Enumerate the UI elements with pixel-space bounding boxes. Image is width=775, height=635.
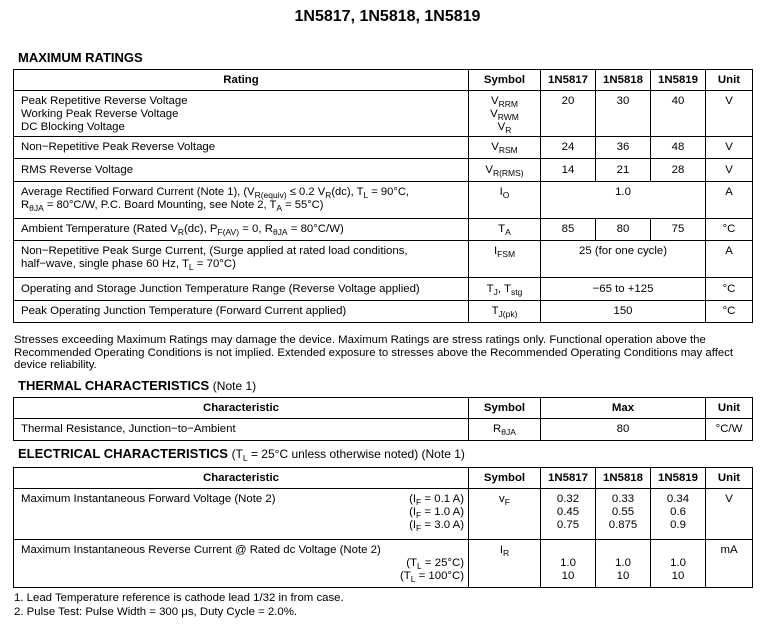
col-header-characteristic: Characteristic <box>14 468 469 489</box>
col-header-unit: Unit <box>706 468 753 489</box>
table-row <box>14 219 753 241</box>
value-1n5818: 30 <box>596 91 651 137</box>
thermal-heading-note: (Note 1) <box>212 379 257 393</box>
table-row <box>14 182 753 219</box>
rating-line: Working Peak Reverse Voltage <box>21 108 179 120</box>
symbol-ifsm: $I_{FSM}$ <box>469 241 541 278</box>
symbol-ir: $I_R$ <box>469 540 541 588</box>
unit-cell: V <box>706 91 753 137</box>
value-all: 25 (for one cycle) <box>541 241 706 278</box>
unit-cell: °C/W <box>706 419 753 441</box>
value-1n5817: 85 <box>541 219 596 241</box>
unit-cell: mA <box>706 540 753 588</box>
thermal-heading <box>18 378 256 394</box>
unit-cell: °C <box>706 301 753 323</box>
characteristic-cell <box>14 540 469 588</box>
table-row <box>14 419 753 441</box>
symbol-ta: $T_A$ <box>469 219 541 241</box>
value-1n5819: 28 <box>651 159 706 182</box>
characteristic-cell: Thermal Resistance, Junction−to−Ambient <box>14 419 469 441</box>
rating-line: DC Blocking Voltage <box>21 121 125 133</box>
col-header-rating: Rating <box>14 70 469 91</box>
rating-cell: RMS Reverse Voltage <box>14 159 469 182</box>
unit-cell: V <box>706 159 753 182</box>
value-1n5818: 36 <box>596 137 651 159</box>
max-ratings-table <box>13 69 753 323</box>
rating-cell: Average Rectified Forward Current (Note 1), ($V_{R(equiv)} \le 0.2$ $V_R(dc)$, $T_L = 90^\circ C$, $R_{\theta JA} = 80^\circ C/W$, P.C. Board Mounting, see Note 2, $T_A = 55^\circ C$) <box>14 182 469 219</box>
table-row <box>14 540 753 588</box>
col-header-characteristic: Characteristic <box>14 398 469 419</box>
unit-cell: °C <box>706 278 753 301</box>
value-1n5819: 75 <box>651 219 706 241</box>
symbol-vr: $V_R$ <box>497 121 512 135</box>
value-1n5817: 14 <box>541 159 596 182</box>
value-1n5817: 20 <box>541 91 596 137</box>
stress-note: Stresses exceeding Maximum Ratings may damage the device. Maximum Ratings are stress ratings only. Functional operation above the Recommended Operating Conditions is not implied. Extended exposure to stresses above the Recommended Operating Conditions may affect device reliability. <box>14 334 734 371</box>
unit-cell: A <box>706 182 753 219</box>
col-header-unit: Unit <box>706 70 753 91</box>
rating-cell <box>14 91 469 137</box>
col-header-1n5818: 1N5818 <box>596 468 651 489</box>
value-1n5819: 0.34 0.6 0.9 <box>651 489 706 540</box>
col-header-symbol: Symbol <box>469 70 541 91</box>
value-all: −65 to +125 <box>541 278 706 301</box>
thermal-table <box>13 397 753 441</box>
characteristic-cell <box>14 489 469 540</box>
value-all: 1.0 <box>541 182 706 219</box>
col-header-1n5818: 1N5818 <box>596 70 651 91</box>
symbol-vr-rms: $V_{R(RMS)}$ <box>469 159 541 182</box>
col-header-1n5817: 1N5817 <box>541 70 596 91</box>
value-1n5817: 0.32 0.45 0.75 <box>541 489 596 540</box>
col-header-1n5817: 1N5817 <box>541 468 596 489</box>
table-row <box>14 301 753 323</box>
symbol-vrsm: $V_{RSM}$ <box>469 137 541 159</box>
table-row <box>14 489 753 540</box>
electrical-table <box>13 467 753 588</box>
table-row <box>14 137 753 159</box>
value-1n5819: 1.0 10 <box>651 540 706 588</box>
symbol-tj-tstg: $T_J$, $T_{stg}$ <box>469 278 541 301</box>
symbol-tj-pk: $T_{J(pk)}$ <box>469 301 541 323</box>
footnote-2: 2. Pulse Test: Pulse Width = 300 μs, Duty Cycle = 2.0%. <box>14 606 298 618</box>
col-header-1n5819: 1N5819 <box>651 468 706 489</box>
col-header-symbol: Symbol <box>469 398 541 419</box>
col-header-symbol: Symbol <box>469 468 541 489</box>
table-row <box>14 91 753 137</box>
symbol-rthja: $R_{\theta JA}$ <box>469 419 541 441</box>
electrical-heading <box>18 446 465 462</box>
symbol-vrwm: $V_{RWM}$ <box>490 108 519 122</box>
table-row <box>14 241 753 278</box>
unit-cell: V <box>706 137 753 159</box>
page-title: 1N5817, 1N5818, 1N5819 <box>294 8 481 25</box>
max-value: 80 <box>541 419 706 441</box>
col-header-max: Max <box>541 398 706 419</box>
value-1n5818: 0.33 0.55 0.875 <box>596 489 651 540</box>
value-1n5819: 40 <box>651 91 706 137</box>
col-header-unit: Unit <box>706 398 753 419</box>
value-1n5818: 21 <box>596 159 651 182</box>
symbol-io: $I_O$ <box>469 182 541 219</box>
value-1n5817: 1.0 10 <box>541 540 596 588</box>
symbol-vrrm: $V_{RRM}$ <box>491 95 518 109</box>
value-1n5818: 80 <box>596 219 651 241</box>
symbol-cell <box>469 91 541 137</box>
table-row <box>14 159 753 182</box>
forward-conditions: ($I_F = 0.1$ A) ($I_F = 1.0$ A) ($I_F = 3.0$ A) <box>409 493 464 533</box>
rating-cell: Peak Operating Junction Temperature (Forward Current applied) <box>14 301 469 323</box>
value-all: 150 <box>541 301 706 323</box>
rating-cell: Operating and Storage Junction Temperature Range (Reverse Voltage applied) <box>14 278 469 301</box>
symbol-vf: $v_F$ <box>469 489 541 540</box>
reverse-current-label: Maximum Instantaneous Reverse Current @ Rated dc Voltage (Note 2) <box>21 544 381 556</box>
value-1n5817: 24 <box>541 137 596 159</box>
unit-cell: °C <box>706 219 753 241</box>
rating-cell: Non−Repetitive Peak Reverse Voltage <box>14 137 469 159</box>
col-header-1n5819: 1N5819 <box>651 70 706 91</box>
electrical-heading-note: ($T_L = 25^\circ C$ unless otherwise noted) (Note 1) <box>231 447 465 463</box>
unit-cell: A <box>706 241 753 278</box>
rating-cell: Non−Repetitive Peak Surge Current, (Surge applied at rated load conditions, half−wave, single phase 60 Hz, $T_L = 70^\circ C$) <box>14 241 469 278</box>
value-1n5818: 1.0 10 <box>596 540 651 588</box>
unit-cell: V <box>706 489 753 540</box>
forward-voltage-label: Maximum Instantaneous Forward Voltage (Note 2) <box>21 493 276 505</box>
table-row <box>14 278 753 301</box>
thermal-heading-text: THERMAL CHARACTERISTICS <box>18 378 210 393</box>
footnote-1: 1. Lead Temperature reference is cathode lead 1/32 in from case. <box>14 592 344 604</box>
reverse-conditions: $(T_L = 25^\circ C)$ $(T_L = 100^\circ C)$ <box>399 557 464 584</box>
value-1n5819: 48 <box>651 137 706 159</box>
rating-line: Peak Repetitive Reverse Voltage <box>21 95 188 107</box>
rating-cell: Ambient Temperature (Rated $V_R(dc)$, $P_{F(AV)} = 0$, $R_{\theta JA} = 80^\circ C/W$) <box>14 219 469 241</box>
max-ratings-heading: MAXIMUM RATINGS <box>18 50 143 65</box>
electrical-heading-text: ELECTRICAL CHARACTERISTICS <box>18 446 228 461</box>
